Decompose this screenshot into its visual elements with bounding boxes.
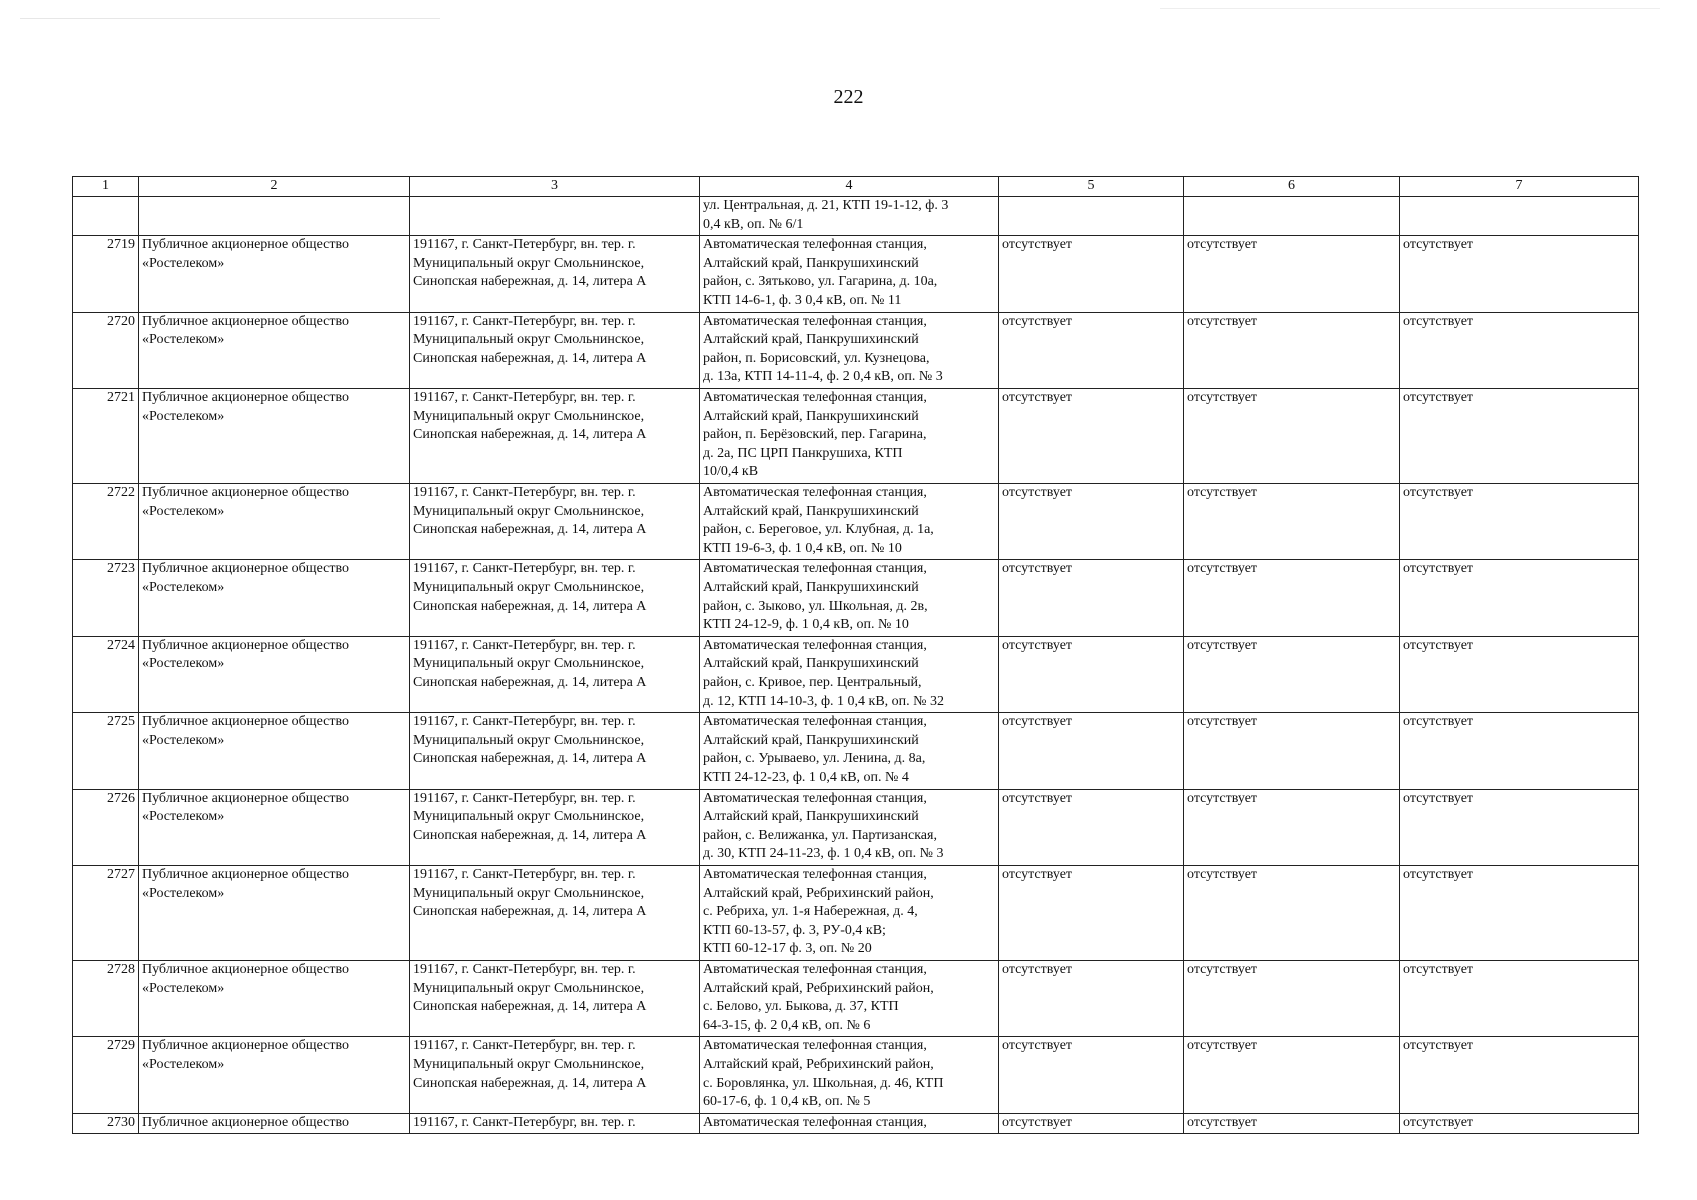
table-row — [73, 865, 1639, 960]
column-7-value: отсутствует — [1400, 789, 1639, 865]
table-row — [73, 1037, 1639, 1113]
row-number: 2723 — [73, 560, 139, 636]
organization-address: 191167, г. Санкт-Петербург, вн. тер. г. Муниципальный округ Смольнинское, Синопская набережная, д. 14, литера А — [410, 636, 700, 712]
registry-table — [72, 176, 1639, 1134]
column-7-value: отсутствует — [1400, 312, 1639, 388]
organization-address: 191167, г. Санкт-Петербург, вн. тер. г. Муниципальный округ Смольнинское, Синопская набережная, д. 14, литера А — [410, 789, 700, 865]
object-location: Автоматическая телефонная станция, Алтайский край, Ребрихинский район, с. Боровлянка, ул. Школьная, д. 46, КТП 60-17-6, ф. 1 0,4 кВ, оп. № 5 — [700, 1037, 999, 1113]
column-7-value: отсутствует — [1400, 960, 1639, 1036]
column-7-value: отсутствует — [1400, 1037, 1639, 1113]
column-6-value — [1184, 197, 1400, 236]
column-5-value: отсутствует — [999, 1037, 1184, 1113]
scan-artifact — [20, 18, 440, 19]
organization-name: Публичное акционерное общество «Ростелеком» — [139, 960, 410, 1036]
organization-address: 191167, г. Санкт-Петербург, вн. тер. г. Муниципальный округ Смольнинское, Синопская набережная, д. 14, литера А — [410, 960, 700, 1036]
organization-address: 191167, г. Санкт-Петербург, вн. тер. г. Муниципальный округ Смольнинское, Синопская набережная, д. 14, литера А — [410, 713, 700, 789]
scan-artifact — [1160, 8, 1660, 9]
column-5-value: отсутствует — [999, 388, 1184, 483]
column-7-value: отсутствует — [1400, 388, 1639, 483]
column-header-1: 1 — [73, 177, 139, 197]
column-6-value: отсутствует — [1184, 1037, 1400, 1113]
organization-address: 191167, г. Санкт-Петербург, вн. тер. г. Муниципальный округ Смольнинское, Синопская набережная, д. 14, литера А — [410, 388, 700, 483]
organization-address — [410, 197, 700, 236]
organization-name: Публичное акционерное общество «Ростелеком» — [139, 388, 410, 483]
column-5-value: отсутствует — [999, 865, 1184, 960]
row-number: 2722 — [73, 483, 139, 559]
organization-name: Публичное акционерное общество «Ростелеком» — [139, 636, 410, 712]
column-6-value: отсутствует — [1184, 960, 1400, 1036]
table-row — [73, 789, 1639, 865]
column-header-6: 6 — [1184, 177, 1400, 197]
object-location: Автоматическая телефонная станция, Алтайский край, Панкрушихинский район, с. Урываево, ул. Ленина, д. 8а, КТП 24-12-23, ф. 1 0,4 кВ, оп. № 4 — [700, 713, 999, 789]
column-7-value: отсутствует — [1400, 636, 1639, 712]
column-7-value: отсутствует — [1400, 1113, 1639, 1134]
table-body — [73, 197, 1639, 1134]
object-location: Автоматическая телефонная станция, Алтайский край, Панкрушихинский район, с. Велижанка, ул. Партизанская, д. 30, КТП 24-11-23, ф. 1 0,4 кВ, оп. № 3 — [700, 789, 999, 865]
table-row — [73, 636, 1639, 712]
organization-name: Публичное акционерное общество «Ростелеком» — [139, 1037, 410, 1113]
column-header-2: 2 — [139, 177, 410, 197]
column-5-value: отсутствует — [999, 483, 1184, 559]
column-6-value: отсутствует — [1184, 560, 1400, 636]
column-7-value: отсутствует — [1400, 865, 1639, 960]
organization-name — [139, 197, 410, 236]
table-row — [73, 483, 1639, 559]
column-header-7: 7 — [1400, 177, 1639, 197]
organization-name: Публичное акционерное общество «Ростелеком» — [139, 560, 410, 636]
object-location: Автоматическая телефонная станция, Алтайский край, Ребрихинский район, с. Белово, ул. Быкова, д. 37, КТП 64-3-15, ф. 2 0,4 кВ, оп. № 6 — [700, 960, 999, 1036]
column-6-value: отсутствует — [1184, 713, 1400, 789]
row-number: 2724 — [73, 636, 139, 712]
column-6-value: отсутствует — [1184, 312, 1400, 388]
organization-name: Публичное акционерное общество «Ростелеком» — [139, 236, 410, 312]
row-number: 2728 — [73, 960, 139, 1036]
organization-address: 191167, г. Санкт-Петербург, вн. тер. г. Муниципальный округ Смольнинское, Синопская набережная, д. 14, литера А — [410, 236, 700, 312]
column-6-value: отсутствует — [1184, 388, 1400, 483]
organization-address: 191167, г. Санкт-Петербург, вн. тер. г. Муниципальный округ Смольнинское, Синопская набережная, д. 14, литера А — [410, 483, 700, 559]
table-row — [73, 388, 1639, 483]
row-number: 2729 — [73, 1037, 139, 1113]
organization-address: 191167, г. Санкт-Петербург, вн. тер. г. Муниципальный округ Смольнинское, Синопская набережная, д. 14, литера А — [410, 560, 700, 636]
column-6-value: отсутствует — [1184, 636, 1400, 712]
column-7-value: отсутствует — [1400, 236, 1639, 312]
table-row-continued — [73, 197, 1639, 236]
page-number: 222 — [833, 86, 864, 108]
column-6-value: отсутствует — [1184, 789, 1400, 865]
object-location: Автоматическая телефонная станция, — [700, 1113, 999, 1134]
column-7-value: отсутствует — [1400, 713, 1639, 789]
organization-address: 191167, г. Санкт-Петербург, вн. тер. г. Муниципальный округ Смольнинское, Синопская набережная, д. 14, литера А — [410, 865, 700, 960]
table-row — [73, 713, 1639, 789]
organization-address: 191167, г. Санкт-Петербург, вн. тер. г. Муниципальный округ Смольнинское, Синопская набережная, д. 14, литера А — [410, 1037, 700, 1113]
organization-name: Публичное акционерное общество «Ростелеком» — [139, 713, 410, 789]
column-6-value: отсутствует — [1184, 1113, 1400, 1134]
column-7-value: отсутствует — [1400, 483, 1639, 559]
row-number: 2725 — [73, 713, 139, 789]
column-5-value: отсутствует — [999, 1113, 1184, 1134]
column-header-4: 4 — [700, 177, 999, 197]
column-5-value — [999, 197, 1184, 236]
table-row — [73, 236, 1639, 312]
organization-address: 191167, г. Санкт-Петербург, вн. тер. г. Муниципальный округ Смольнинское, Синопская набережная, д. 14, литера А — [410, 312, 700, 388]
row-number: 2727 — [73, 865, 139, 960]
organization-name: Публичное акционерное общество «Ростелеком» — [139, 865, 410, 960]
row-number: 2719 — [73, 236, 139, 312]
table-row — [73, 1113, 1639, 1134]
table-row — [73, 960, 1639, 1036]
column-header-3: 3 — [410, 177, 700, 197]
column-header-5: 5 — [999, 177, 1184, 197]
row-number: 2730 — [73, 1113, 139, 1134]
row-number: 2726 — [73, 789, 139, 865]
organization-address: 191167, г. Санкт-Петербург, вн. тер. г. — [410, 1113, 700, 1134]
object-location: Автоматическая телефонная станция, Алтайский край, Панкрушихинский район, с. Береговое, ул. Клубная, д. 1а, КТП 19-6-3, ф. 1 0,4 кВ, оп. № 10 — [700, 483, 999, 559]
column-5-value: отсутствует — [999, 636, 1184, 712]
column-6-value: отсутствует — [1184, 236, 1400, 312]
header-row — [73, 177, 1639, 197]
column-6-value: отсутствует — [1184, 483, 1400, 559]
object-location: Автоматическая телефонная станция, Алтайский край, Панкрушихинский район, с. Зыково, ул. Школьная, д. 2в, КТП 24-12-9, ф. 1 0,4 кВ, оп. № 10 — [700, 560, 999, 636]
row-number — [73, 197, 139, 236]
row-number: 2721 — [73, 388, 139, 483]
row-number: 2720 — [73, 312, 139, 388]
column-7-value — [1400, 197, 1639, 236]
table-row — [73, 312, 1639, 388]
column-5-value: отсутствует — [999, 789, 1184, 865]
object-location: Автоматическая телефонная станция, Алтайский край, Панкрушихинский район, п. Борисовский, ул. Кузнецова, д. 13а, КТП 14-11-4, ф. 2 0,4 кВ, оп. № 3 — [700, 312, 999, 388]
column-5-value: отсутствует — [999, 236, 1184, 312]
object-location: Автоматическая телефонная станция, Алтайский край, Панкрушихинский район, п. Берёзовский, пер. Гагарина, д. 2а, ПС ЦРП Панкрушиха, КТП 10/0,4 кВ — [700, 388, 999, 483]
column-5-value: отсутствует — [999, 713, 1184, 789]
organization-name: Публичное акционерное общество «Ростелеком» — [139, 483, 410, 559]
column-5-value: отсутствует — [999, 560, 1184, 636]
column-5-value: отсутствует — [999, 960, 1184, 1036]
object-location: Автоматическая телефонная станция, Алтайский край, Панкрушихинский район, с. Зятьково, ул. Гагарина, д. 10а, КТП 14-6-1, ф. 3 0,4 кВ, оп. № 11 — [700, 236, 999, 312]
column-5-value: отсутствует — [999, 312, 1184, 388]
column-6-value: отсутствует — [1184, 865, 1400, 960]
object-location: Автоматическая телефонная станция, Алтайский край, Ребрихинский район, с. Ребриха, ул. 1-я Набережная, д. 4, КТП 60-13-57, ф. 3, РУ-0,4 кВ; КТП 60-12-17 ф. 3, оп. № 20 — [700, 865, 999, 960]
object-location: ул. Центральная, д. 21, КТП 19-1-12, ф. 3 0,4 кВ, оп. № 6/1 — [700, 197, 999, 236]
table-row — [73, 560, 1639, 636]
object-location: Автоматическая телефонная станция, Алтайский край, Панкрушихинский район, с. Кривое, пер. Центральный, д. 12, КТП 14-10-3, ф. 1 0,4 кВ, оп. № 32 — [700, 636, 999, 712]
column-7-value: отсутствует — [1400, 560, 1639, 636]
organization-name: Публичное акционерное общество «Ростелеком» — [139, 312, 410, 388]
organization-name: Публичное акционерное общество «Ростелеком» — [139, 789, 410, 865]
organization-name: Публичное акционерное общество — [139, 1113, 410, 1134]
